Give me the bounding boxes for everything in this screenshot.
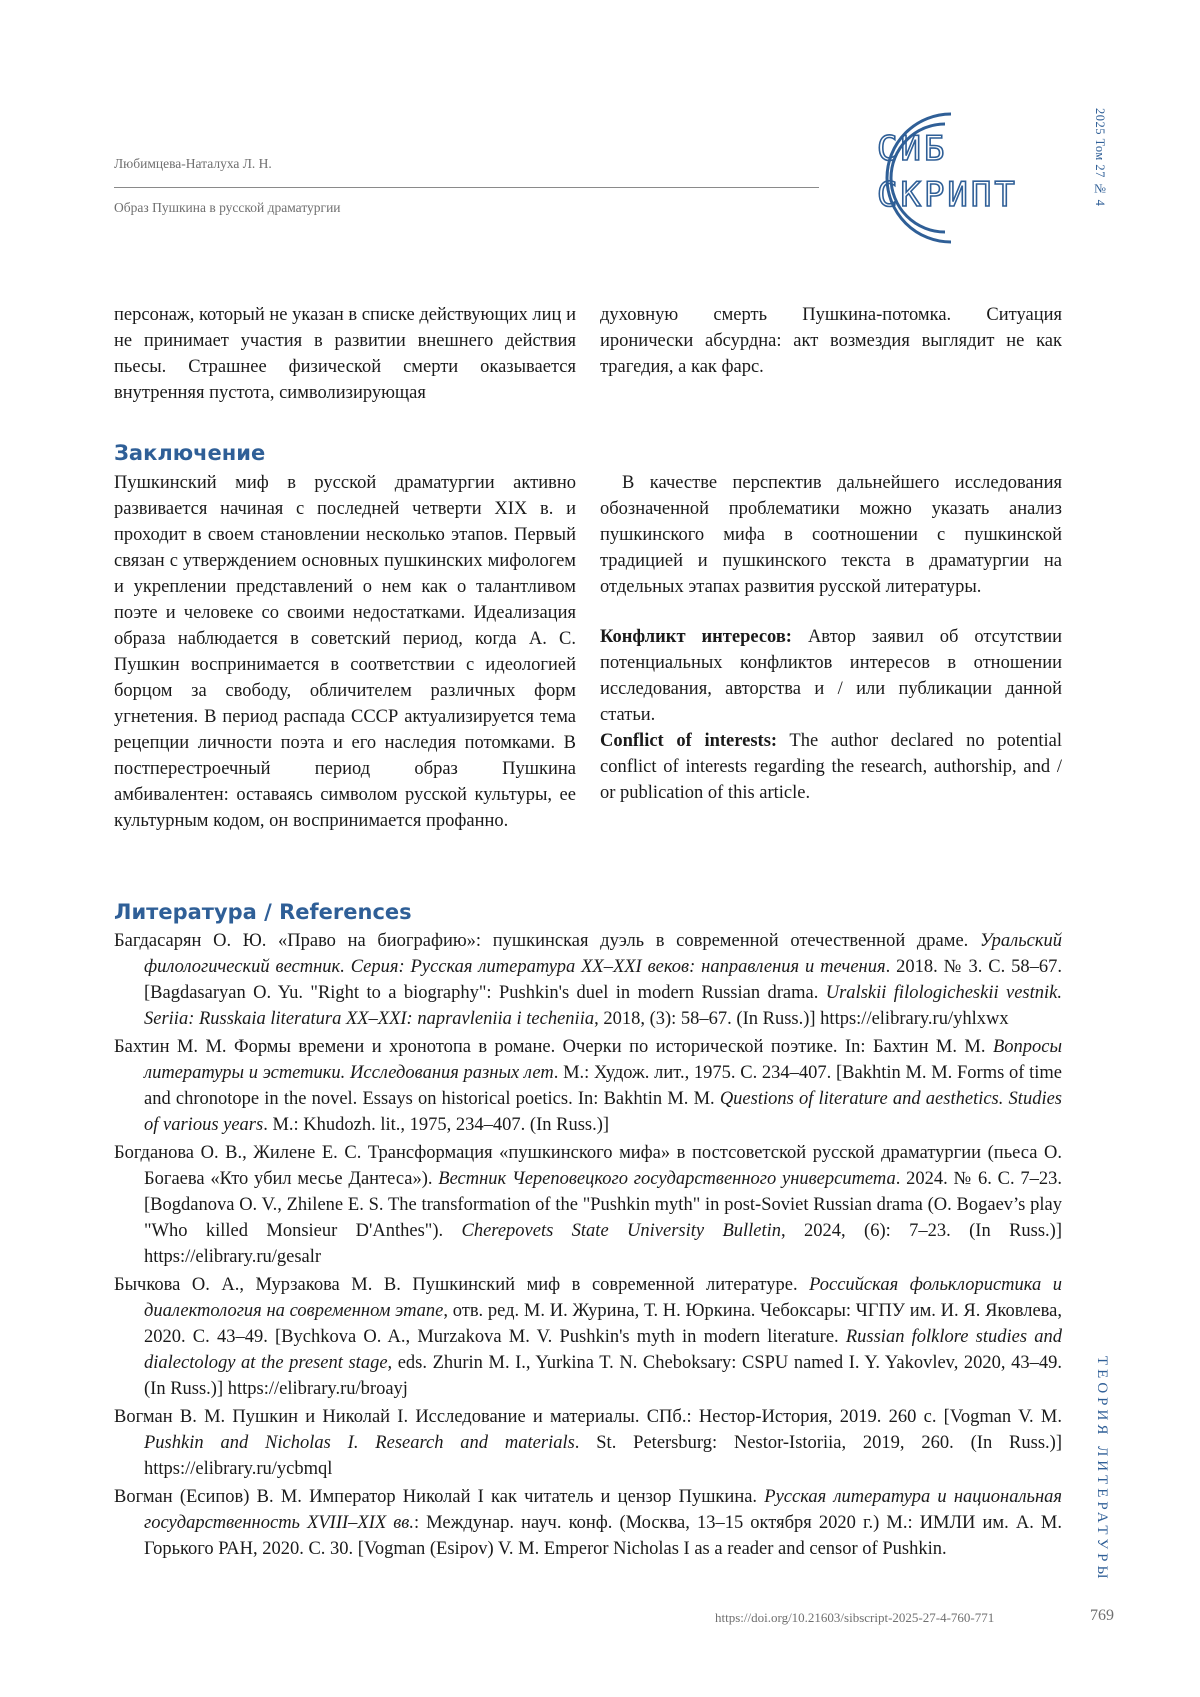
section-label: ТЕОРИЯ ЛИТЕРАТУРЫ [1093, 1356, 1110, 1583]
conclusion-heading: Заключение [114, 441, 265, 465]
references-heading: Литература / References [114, 900, 412, 924]
header-divider [114, 187, 819, 188]
continuation-left: персонаж, который не указан в списке действующих лиц и не принимает участия в развитии внешнего действия пьесы. Страшнее физической смерти оказывается внутренняя пустота, символизирующая [114, 302, 576, 406]
logo-line-1: СИБ [877, 129, 947, 169]
reference-item: Бычкова О. А., Мурзакова М. В. Пушкинский миф в современной литературе. Российская фольклористика и диалектология на современном этапе, отв. ред. М. И. Журина, Т. Н. Юркина. Чебоксары: ЧГПУ им. И. Я. Яковлева, 2020. С. 43–49. [Bychkova O. A., Murzakova M. V. Pushkin's myth in modern literature. Russian folklore studies and dialectology at the present stage, eds. Zhurin M. I., Yurkina T. N. Cheboksary: CSPU named I. Y. Yakovlev, 2020, 43–49. (In Russ.)] https://elibrary.ru/broayj [114, 1272, 1062, 1402]
reference-item: Бахтин М. М. Формы времени и хронотопа в романе. Очерки по исторической поэтике. In: Бахтин М. М. Вопросы литературы и эстетики. Исследования разных лет. М.: Худож. лит., 1975. С. 234–407. [Bakhtin M. M. Forms of time and chronotope in the novel. Essays on historical poetics. In: Bakhtin M. M. Questions of literature and aesthetics. Studies of various years. M.: Khudozh. lit., 1975, 234–407. (In Russ.)] [114, 1034, 1062, 1138]
issue-label: 2025 Том 27 № 4 [1092, 108, 1107, 206]
reference-item: Багдасарян О. Ю. «Право на биографию»: пушкинская дуэль в современной отечественной драме. Уральский филологический вестник. Серия: Русская литература XX–XXI веков: направления и течения. 2018. № 3. С. 58–67. [Bagdasaryan O. Yu. "Right to a biography": Pushkin's duel in modern Russian drama. Uralskii filologicheskii vestnik. Seriia: Russkaia literatura XX–XXI: napravleniia i techeniia, 2018, (3): 58–67. (In Russ.)] https://elibrary.ru/yhlxwx [114, 928, 1062, 1032]
page-number: 769 [1090, 1607, 1114, 1625]
reference-list [114, 928, 1062, 1564]
reference-item: Вогман В. М. Пушкин и Николай I. Исследование и материалы. СПб.: Нестор-История, 2019. 260 с. [Vogman V. M. Pushkin and Nicholas I. Research and materials. St. Petersburg: Nestor-Istoriia, 2019, 260. (In Russ.)] https://elibrary.ru/ycbmql [114, 1404, 1062, 1482]
conflict-en-label: Conflict of interests: [600, 731, 777, 751]
doi-link[interactable]: https://doi.org/10.21603/sibscript-2025-27-4-760-771 [715, 1610, 994, 1626]
conflict-en [600, 728, 1062, 806]
conflict-en-text: The author declared no potential conflict of interests regarding the research, authorship, and / or publication of this article. [600, 731, 1062, 803]
conflict-ru [600, 624, 1062, 728]
continuation-right: духовную смерть Пушкина-потомка. Ситуация иронически абсурдна: акт возмездия выглядит не как трагедия, а как фарс. [600, 302, 1062, 380]
logo-line-2: СКРИПТ [877, 175, 1018, 215]
reference-item: Вогман (Есипов) В. М. Император Николай I как читатель и цензор Пушкина. Русская литература и национальная государственность XVIII–XIX вв.: Междунар. науч. конф. (Москва, 13–15 октября 2020 г.) М.: ИМЛИ им. А. М. Горького РАН, 2020. С. 30. [Vogman (Esipov) V. M. Emperor Nicholas I as a reader and censor of Pushkin. [114, 1484, 1062, 1562]
conclusion-right-text: В качестве перспектив дальнейшего исследования обозначенной проблематики можно указать анализ пушкинского мифа в соотношении с пушкинской традицией и пушкинского текста в драматургии на отдельных этапах развития русской литературы. [600, 470, 1062, 600]
conflict-ru-text: Автор заявил об отсутствии потенциальных конфликтов интересов в отношении исследования, авторства и / или публикации данной статьи. [600, 627, 1062, 725]
conclusion-left-text: Пушкинский миф в русской драматургии активно развивается начиная с последней четверти XIX в. и проходит в своем становлении несколько этапов. Первый связан с утверждением основных пушкинских мифологем и укреплении представлений о нем как о талантливом поэте и человеке со своими недостатками. Идеализация образа наблюдается в советский период, когда А. С. Пушкин воспринимается в соответствии с идеологией борцом за свободу, обличителем различных форм угнетения. В период распада СССР актуализируется тема рецепции личности поэта и его наследия потомками. В постперестроечный период образ Пушкина амбивалентен: оставаясь символом русской культуры, ее культурным кодом, он воспринимается профанно. [114, 470, 576, 834]
journal-logo [833, 108, 1070, 248]
reference-item: Богданова О. В., Жилене Е. С. Трансформация «пушкинского мифа» в постсоветской русской драматургии (пьеса О. Богаева «Кто убил месье Дантеса»). Вестник Череповецкого государственного университета. 2024. № 6. С. 7–23. [Bogdanova O. V., Zhilene E. S. The transformation of the "Pushkin myth" in post-Soviet Russian drama (O. Bogaev’s play "Who killed Monsieur D'Anthes"). Cherepovets State University Bulletin, 2024, (6): 7–23. (In Russ.)] https://elibrary.ru/gesalr [114, 1140, 1062, 1270]
running-header-title: Образ Пушкина в русской драматургии [114, 200, 341, 216]
running-header-author: Любимцева-Наталуха Л. Н. [114, 156, 272, 172]
conflict-ru-label: Конфликт интересов: [600, 627, 792, 647]
